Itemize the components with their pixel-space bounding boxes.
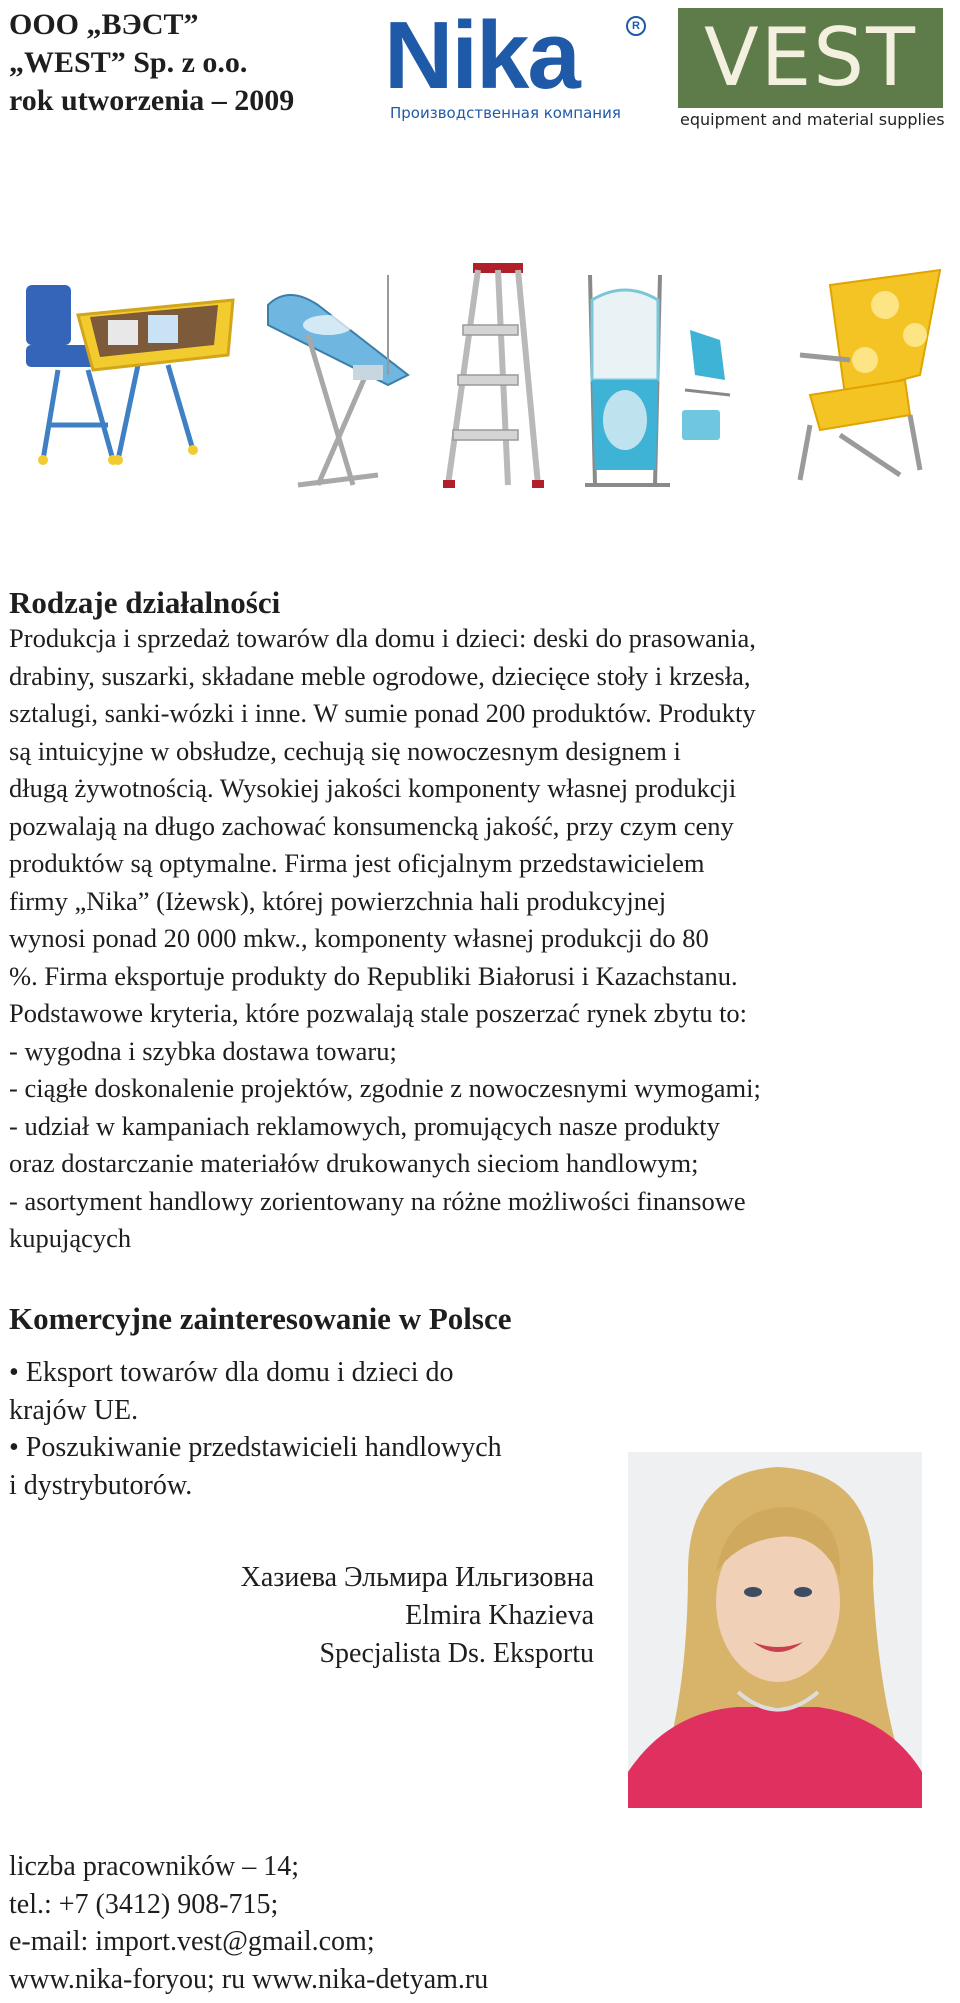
activity-line: oraz dostarczanie materiałów drukowanych sieciom handlowym; (9, 1148, 699, 1178)
activity-line: są intuicyjne w obsłudze, cechują się nowoczesnym designem i (9, 735, 681, 766)
activity-line: - asortyment handlowy zorientowany na różne możliwości finansowe (9, 1185, 746, 1216)
nika-logo-subtitle: Производственная компания (390, 104, 621, 122)
vest-logo (678, 8, 950, 132)
activity-line: sztalugi, sanki-wózki i inne. W sumie ponad 200 produktów. Produkty (9, 698, 756, 728)
nika-logo (384, 2, 650, 126)
vest-logo-subtitle: equipment and material supplies (680, 110, 945, 129)
activity-line: długą żywotnością. Wysokiej jakości komponenty własnej produkcji (9, 773, 737, 803)
commercial-line: krajów UE. (9, 1394, 139, 1426)
step-ladder-icon (438, 255, 548, 505)
registered-mark-icon: R (626, 16, 646, 36)
activity-line: - udział w kampaniach reklamowych, promujących nasze produkty (9, 1110, 720, 1141)
activity-line: - wygodna i szybka dostawa towaru; (9, 1035, 397, 1066)
commercial-line: • Poszukiwanie przedstawicieli handlowych (9, 1432, 502, 1463)
activity-line: %. Firma eksportuje produkty do Republiki Białorusi i Kazachstanu. (9, 960, 738, 991)
footer-contacts (9, 1848, 488, 1998)
commercial-line: • Eksport towarów dla domu i dzieci do (9, 1357, 454, 1388)
founding-year: rok utworzenia – 2009 (9, 84, 295, 117)
email-address: e-mail: import.vest@gmail.com; (9, 1926, 375, 1957)
contact-person (241, 1559, 594, 1673)
company-name-pl: „WEST” Sp. z o.o. (9, 46, 248, 79)
ironing-board-icon (258, 265, 418, 505)
company-name-ru: ООО „ВЭСТ” (9, 8, 199, 41)
commercial-line: i dystrybutorów. (9, 1469, 193, 1501)
website-links: www.nika-foryou; ru www.nika-detyam.ru (9, 1963, 489, 1995)
activity-description (9, 620, 954, 1258)
activity-line: kupujących (9, 1223, 132, 1253)
product-gallery (0, 255, 960, 515)
activity-line: firmy „Nika” (Iżewsk), której powierzchnia hali produkcyjnej (9, 885, 667, 916)
activity-line: drabiny, suszarki, składane meble ogrodowe, dziecięce stoły i krzesła, (9, 660, 751, 691)
activity-title: Rodzaje działalności (9, 585, 281, 620)
contact-name-latin: Elmira Khazieva (405, 1600, 594, 1631)
commercial-list (9, 1354, 502, 1504)
activity-line: pozwalają na długo zachować konsumencką jakość, przy czym ceny (9, 810, 734, 841)
activity-line: Podstawowe kryteria, które pozwalają stale poszerzać rynek zbytu to: (9, 998, 748, 1028)
folding-chair-icon (770, 265, 950, 485)
activity-line: produktów są optymalne. Firma jest oficjalnym przedstawicielem (9, 848, 705, 878)
phone-number: tel.: +7 (3412) 908-715; (9, 1888, 279, 1920)
nika-logo-word: Nika (384, 2, 579, 109)
activity-line: Produkcja i sprzedaż towarów dla domu i dzieci: deski do prasowania, (9, 623, 756, 653)
child-desk-chair-icon (18, 275, 238, 475)
vest-logo-word: VEST (678, 8, 943, 108)
commercial-title: Komercyjne zainteresowanie w Polsce (9, 1301, 512, 1336)
activity-line: - ciągłe doskonalenie projektów, zgodnie z nowoczesnymi wymogami; (9, 1073, 761, 1103)
contact-portrait (628, 1452, 922, 1808)
sled-stroller-icon (570, 270, 740, 500)
contact-name-ru: Хазиева Эльмира Ильгизовна (240, 1562, 594, 1593)
company-name-block (9, 6, 294, 120)
contact-position: Specjalista Ds. Eksportu (319, 1638, 594, 1669)
activity-line: wynosi ponad 20 000 mkw., komponenty własnej produkcji do 80 (9, 923, 709, 953)
employee-count: liczba pracowników – 14; (9, 1851, 300, 1882)
